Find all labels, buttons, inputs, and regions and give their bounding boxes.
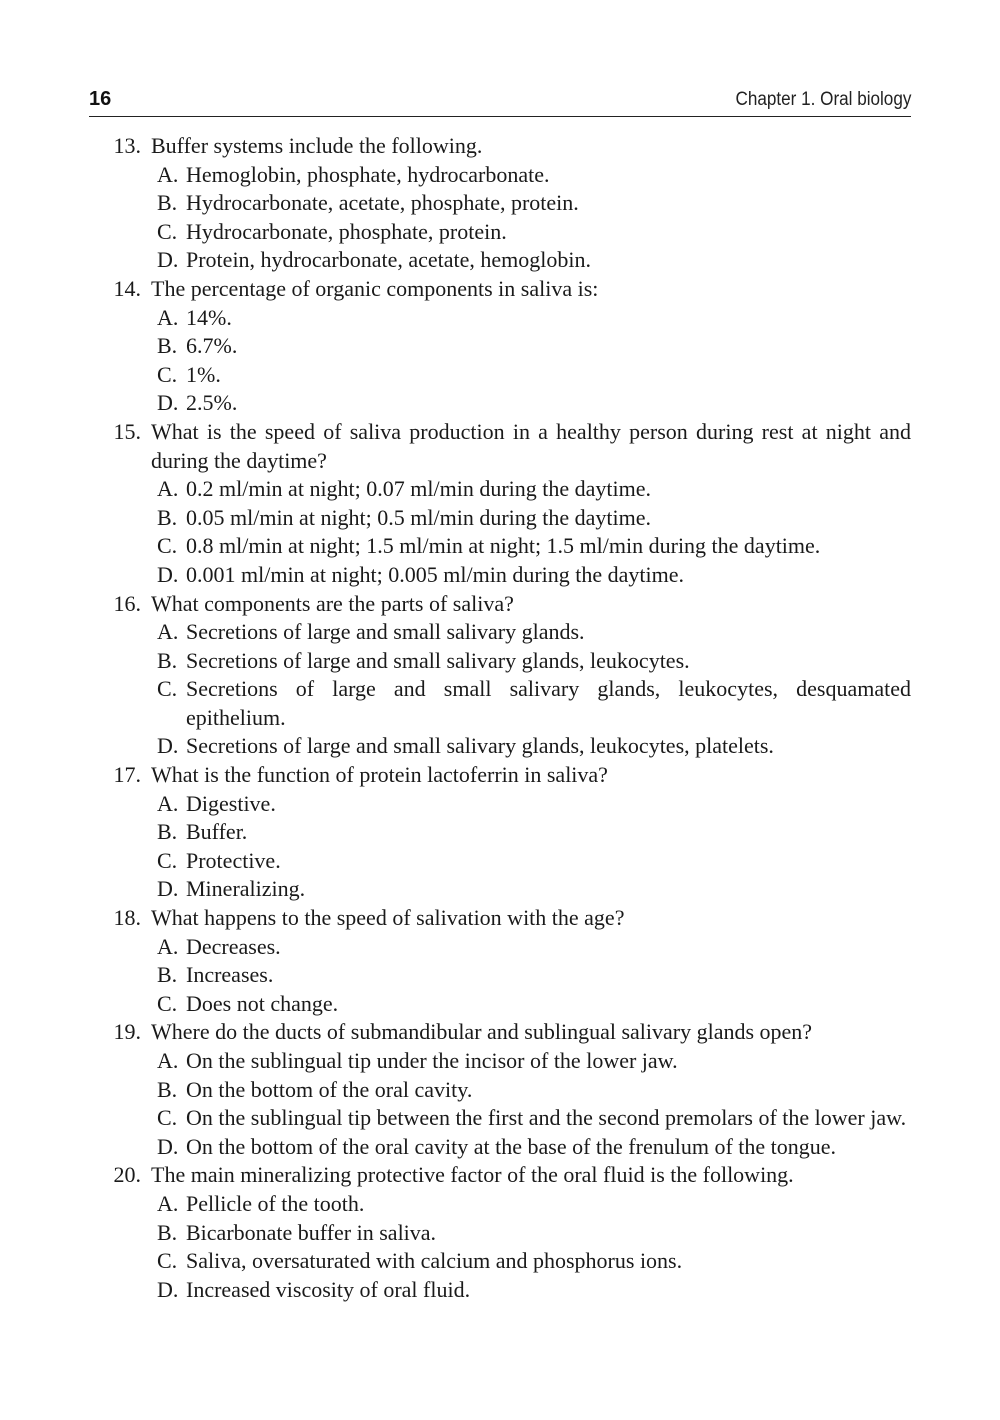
- question-number: 16.: [113, 590, 141, 616]
- answer-option: [89, 504, 911, 533]
- option-text: Pellicle of the tooth.: [186, 1190, 365, 1216]
- answer-option: [89, 161, 911, 190]
- question: [89, 275, 911, 304]
- option-letter: B.: [157, 504, 178, 530]
- answer-option: [89, 1219, 911, 1248]
- option-letter: D.: [157, 1133, 179, 1159]
- option-letter: B.: [157, 333, 178, 359]
- question: [89, 132, 911, 161]
- option-letter: C.: [157, 1105, 178, 1131]
- question-block: [89, 761, 911, 904]
- option-letter: C.: [157, 533, 178, 559]
- answer-option: [89, 189, 911, 218]
- answer-option: [89, 875, 911, 904]
- answer-option: [89, 532, 911, 561]
- option-text: Buffer.: [186, 819, 248, 845]
- answer-option: [89, 647, 911, 676]
- option-letter: C.: [157, 676, 178, 702]
- question-text: What is the speed of saliva production in a healthy person during rest at night and during the daytime?: [151, 418, 911, 473]
- option-letter: A.: [157, 476, 179, 502]
- option-text: Increased viscosity of oral fluid.: [186, 1276, 471, 1302]
- option-text: 2.5%.: [186, 390, 238, 416]
- option-text: On the sublingual tip between the first and the second premolars of the lower jaw.: [186, 1105, 907, 1131]
- option-text: Secretions of large and small salivary glands, leukocytes, desquamated epithelium.: [186, 676, 911, 730]
- answer-option: [89, 304, 911, 333]
- option-text: 6.7%.: [186, 333, 238, 359]
- question: [89, 1161, 911, 1190]
- option-letter: A.: [157, 1190, 179, 1216]
- option-letter: D.: [157, 1276, 179, 1302]
- answer-option: [89, 561, 911, 590]
- page-header: [89, 86, 911, 117]
- option-letter: C.: [157, 1248, 178, 1274]
- option-letter: A.: [157, 619, 179, 645]
- option-letter: A.: [157, 304, 179, 330]
- question-block: [89, 904, 911, 1018]
- option-text: Secretions of large and small salivary glands.: [186, 619, 585, 645]
- answer-option: [89, 990, 911, 1019]
- option-text: Secretions of large and small salivary glands, leukocytes, platelets.: [186, 733, 774, 759]
- question-text: Where do the ducts of submandibular and sublingual salivary glands open?: [151, 1019, 813, 1045]
- option-text: Does not change.: [186, 990, 339, 1016]
- option-text: 0.8 ml/min at night; 1.5 ml/min at night; 1.5 ml/min during the daytime.: [186, 533, 821, 559]
- question: [89, 904, 911, 933]
- option-letter: A.: [157, 790, 179, 816]
- answer-option: [89, 1104, 911, 1133]
- option-text: Bicarbonate buffer in saliva.: [186, 1219, 437, 1245]
- answer-option: [89, 1276, 911, 1305]
- option-letter: A.: [157, 933, 179, 959]
- question: [89, 418, 911, 475]
- option-text: Secretions of large and small salivary glands, leukocytes.: [186, 647, 690, 673]
- answer-option: [89, 361, 911, 390]
- answer-option: [89, 847, 911, 876]
- question-number: 17.: [113, 762, 141, 788]
- option-letter: D.: [157, 733, 179, 759]
- option-letter: C.: [157, 990, 178, 1016]
- option-letter: C.: [157, 361, 178, 387]
- option-letter: B.: [157, 1219, 178, 1245]
- option-text: On the bottom of the oral cavity.: [186, 1076, 473, 1102]
- answer-option: [89, 675, 911, 732]
- option-letter: B.: [157, 1076, 178, 1102]
- question-text: What components are the parts of saliva?: [151, 590, 514, 616]
- answer-option: [89, 1076, 911, 1105]
- answer-option: [89, 332, 911, 361]
- question-number: 19.: [113, 1019, 141, 1045]
- question: [89, 590, 911, 619]
- question-number: 14.: [113, 275, 141, 301]
- question-text: What is the function of protein lactoferrin in saliva?: [151, 762, 608, 788]
- question-block: [89, 590, 911, 762]
- option-letter: D.: [157, 876, 179, 902]
- question-block: [89, 132, 911, 275]
- option-letter: D.: [157, 247, 179, 273]
- answer-option: [89, 1133, 911, 1162]
- option-letter: D.: [157, 561, 179, 587]
- option-text: 14%.: [186, 304, 232, 330]
- answer-option: [89, 1190, 911, 1219]
- question-number: 15.: [113, 418, 141, 444]
- option-letter: C.: [157, 847, 178, 873]
- option-text: Decreases.: [186, 933, 281, 959]
- option-text: On the sublingual tip under the incisor of the lower jaw.: [186, 1048, 678, 1073]
- option-letter: B.: [157, 962, 178, 988]
- option-text: Protein, hydrocarbonate, acetate, hemoglobin.: [186, 247, 592, 273]
- answer-option: [89, 389, 911, 418]
- answer-option: [89, 961, 911, 990]
- option-text: Digestive.: [186, 790, 276, 816]
- question-text: The main mineralizing protective factor of the oral fluid is the following.: [151, 1162, 794, 1188]
- question-block: [89, 418, 911, 590]
- running-head: Chapter 1. Oral biology: [735, 89, 911, 110]
- option-text: Saliva, oversaturated with calcium and phosphorus ions.: [186, 1248, 683, 1274]
- question-block: [89, 1018, 911, 1161]
- answer-option: [89, 1047, 911, 1076]
- question: [89, 1018, 911, 1047]
- option-letter: B.: [157, 819, 178, 845]
- option-letter: C.: [157, 218, 178, 244]
- option-letter: B.: [157, 647, 178, 673]
- option-text: On the bottom of the oral cavity at the base of the frenulum of the tongue.: [186, 1133, 837, 1159]
- option-text: Increases.: [186, 962, 274, 988]
- question-block: [89, 275, 911, 418]
- option-letter: A.: [157, 1048, 179, 1073]
- option-text: 0.05 ml/min at night; 0.5 ml/min during the daytime.: [186, 504, 652, 530]
- question-number: 13.: [113, 133, 141, 158]
- option-letter: D.: [157, 390, 179, 416]
- question-text: Buffer systems include the following.: [151, 133, 483, 158]
- question-list: [89, 132, 911, 1304]
- option-text: Protective.: [186, 847, 281, 873]
- question-block: [89, 1161, 911, 1304]
- option-letter: A.: [157, 161, 179, 187]
- answer-option: [89, 790, 911, 819]
- question-text: What happens to the speed of salivation with the age?: [151, 905, 625, 931]
- option-text: 0.001 ml/min at night; 0.005 ml/min during the daytime.: [186, 561, 685, 587]
- answer-option: [89, 618, 911, 647]
- answer-option: [89, 732, 911, 761]
- question-text: The percentage of organic components in saliva is:: [151, 275, 599, 301]
- question: [89, 761, 911, 790]
- question-number: 18.: [113, 905, 141, 931]
- answer-option: [89, 818, 911, 847]
- option-text: 1%.: [186, 361, 221, 387]
- option-text: Hydrocarbonate, phosphate, protein.: [186, 218, 507, 244]
- option-text: Mineralizing.: [186, 876, 306, 902]
- question-number: 20.: [113, 1162, 141, 1188]
- answer-option: [89, 475, 911, 504]
- page-number: 16: [89, 88, 112, 110]
- option-text: Hemoglobin, phosphate, hydrocarbonate.: [186, 161, 550, 187]
- answer-option: [89, 933, 911, 962]
- answer-option: [89, 218, 911, 247]
- option-text: 0.2 ml/min at night; 0.07 ml/min during the daytime.: [186, 476, 652, 502]
- option-letter: B.: [157, 190, 178, 216]
- answer-option: [89, 1247, 911, 1276]
- answer-option: [89, 246, 911, 275]
- option-text: Hydrocarbonate, acetate, phosphate, protein.: [186, 190, 579, 216]
